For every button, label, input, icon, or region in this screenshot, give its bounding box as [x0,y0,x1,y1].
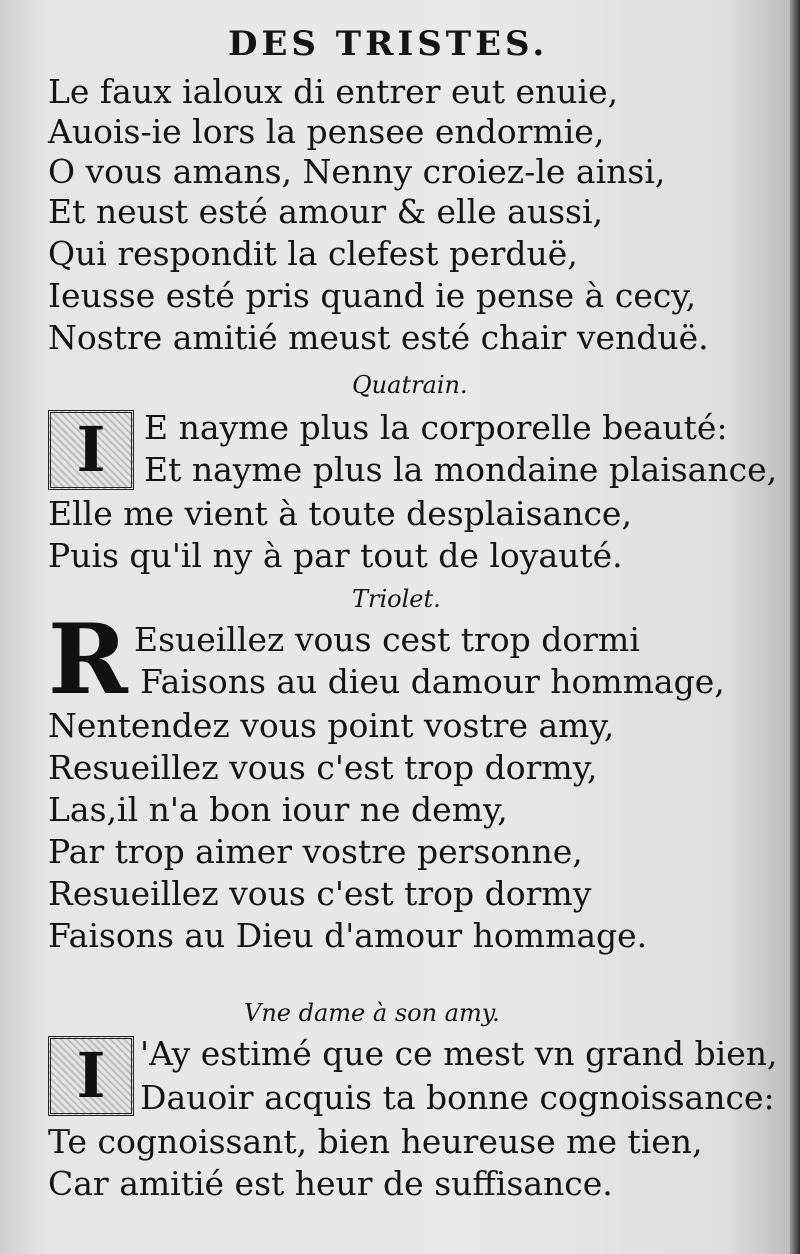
drop-cap-r: R [48,603,128,716]
verse-line: Resueillez vous c'est trop dormy, [48,748,598,787]
verse-line: Elle me vient à toute desplaisance, [48,494,632,533]
book-gutter [790,0,800,1254]
section-heading-quatrain: Quatrain. [352,371,468,399]
verse-line: E nayme plus la corporelle beauté: [144,408,728,447]
running-head: DES TRISTES. [228,24,549,64]
verse-line: Faisons au dieu damour hommage, [140,662,725,701]
verse-line: Nentendez vous point vostre amy, [48,706,615,745]
verse-line: Par trop aimer vostre personne, [48,832,583,871]
verse-line: Ieusse esté pris quand ie pense à cecy, [48,276,697,315]
section-heading-dame: Vne dame à son amy. [244,999,500,1027]
verse-line: O vous amans, Nenny croiez-le ainsi, [48,152,666,191]
verse-line: Dauoir acquis ta bonne cognoissance: [140,1078,775,1117]
verse-line: Auois-ie lors la pensee endormie, [48,112,605,151]
verse-line: Qui respondit la clefest perduë, [48,234,578,273]
section-heading-triolet: Triolet. [352,585,441,613]
verse-line: Esueillez vous cest trop dormi [134,620,640,659]
verse-line: Le faux ialoux di entrer eut enuie, [48,72,619,111]
verse-line: 'Ay estimé que ce mest vn grand bien, [140,1034,778,1073]
verse-line: Et nayme plus la mondaine plaisance, [144,450,778,489]
verse-line: Nostre amitié meust esté chair venduë. [48,318,709,357]
verse-line: Puis qu'il ny à par tout de loyauté. [48,536,623,575]
verse-line: Te cognoissant, bien heureuse me tien, [48,1122,703,1161]
verse-line: Las,il n'a bon iour ne demy, [48,790,508,829]
verse-line: Car amitié est heur de suffisance. [48,1164,613,1203]
ornamental-initial-i: I [48,1036,134,1116]
verse-line: Et neust esté amour & elle aussi, [48,192,604,231]
verse-line: Resueillez vous c'est trop dormy [48,874,592,913]
ornamental-initial-i: I [48,410,134,490]
verse-line: Faisons au Dieu d'amour hommage. [48,916,648,955]
